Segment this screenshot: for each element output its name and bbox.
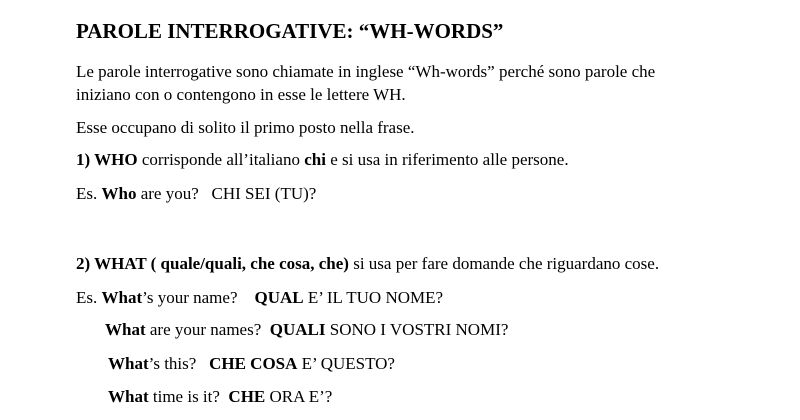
- who-example: [76, 182, 316, 205]
- example-word: What: [108, 387, 149, 406]
- example-translation-rest: E’ IL TUO NOME?: [303, 288, 444, 307]
- what-example-1: [76, 286, 443, 309]
- what-text: si usa per fare domande che riguardano cose.: [348, 254, 660, 273]
- example-translation-rest: SONO I VOSTRI NOMI?: [325, 320, 509, 339]
- what-example-4: [108, 385, 332, 408]
- example-rest: ’s this?: [148, 354, 197, 373]
- example-rest: ’s your name?: [142, 288, 238, 307]
- intro-line-1: Le parole interrogative sono chiamate in inglese “Wh-words” perché sono parole che: [76, 62, 656, 81]
- who-example-gap: [199, 184, 212, 203]
- example-prefix: Es.: [76, 288, 102, 307]
- example-rest: are your names?: [145, 320, 262, 339]
- example-translation-bold: QUAL: [254, 288, 304, 307]
- example-translation-bold: CHE COSA: [209, 354, 298, 373]
- what-example-2: [105, 318, 508, 341]
- example-translation-bold: QUALI: [269, 320, 326, 339]
- example-translation-bold: CHE: [228, 387, 266, 406]
- example-word: What: [108, 354, 149, 373]
- what-example-3: [108, 352, 395, 375]
- who-text-a: corrisponde all’italiano: [137, 150, 305, 169]
- example-gap: [237, 288, 254, 307]
- example-rest: time is it?: [148, 387, 220, 406]
- who-example-prefix: Es.: [76, 184, 102, 203]
- page-title: PAROLE INTERROGATIVE: “WH-WORDS”: [76, 19, 504, 43]
- who-example-translation: CHI SEI (TU)?: [211, 184, 317, 203]
- example-word: What: [105, 320, 146, 339]
- intro-line-2: iniziano con o contengono in esse le lettere WH.: [76, 85, 406, 104]
- who-text-b: e si usa in riferimento alle persone.: [325, 150, 569, 169]
- example-word: What: [101, 288, 143, 307]
- what-rule: [76, 252, 659, 275]
- position-note: Esse occupano di solito il primo posto nella frase.: [76, 118, 415, 137]
- who-chi: chi: [304, 150, 326, 169]
- who-number: 1) WHO: [76, 150, 138, 169]
- who-example-rest: are you?: [136, 184, 199, 203]
- intro-paragraph: [76, 60, 655, 106]
- example-gap: [261, 320, 270, 339]
- what-heading: 2) WHAT ( quale/quali, che cosa, che): [76, 254, 349, 273]
- example-translation-rest: E’ QUESTO?: [297, 354, 395, 373]
- who-example-word: Who: [101, 184, 137, 203]
- example-gap: [196, 354, 209, 373]
- example-translation-rest: ORA E’?: [265, 387, 333, 406]
- who-rule: [76, 148, 569, 171]
